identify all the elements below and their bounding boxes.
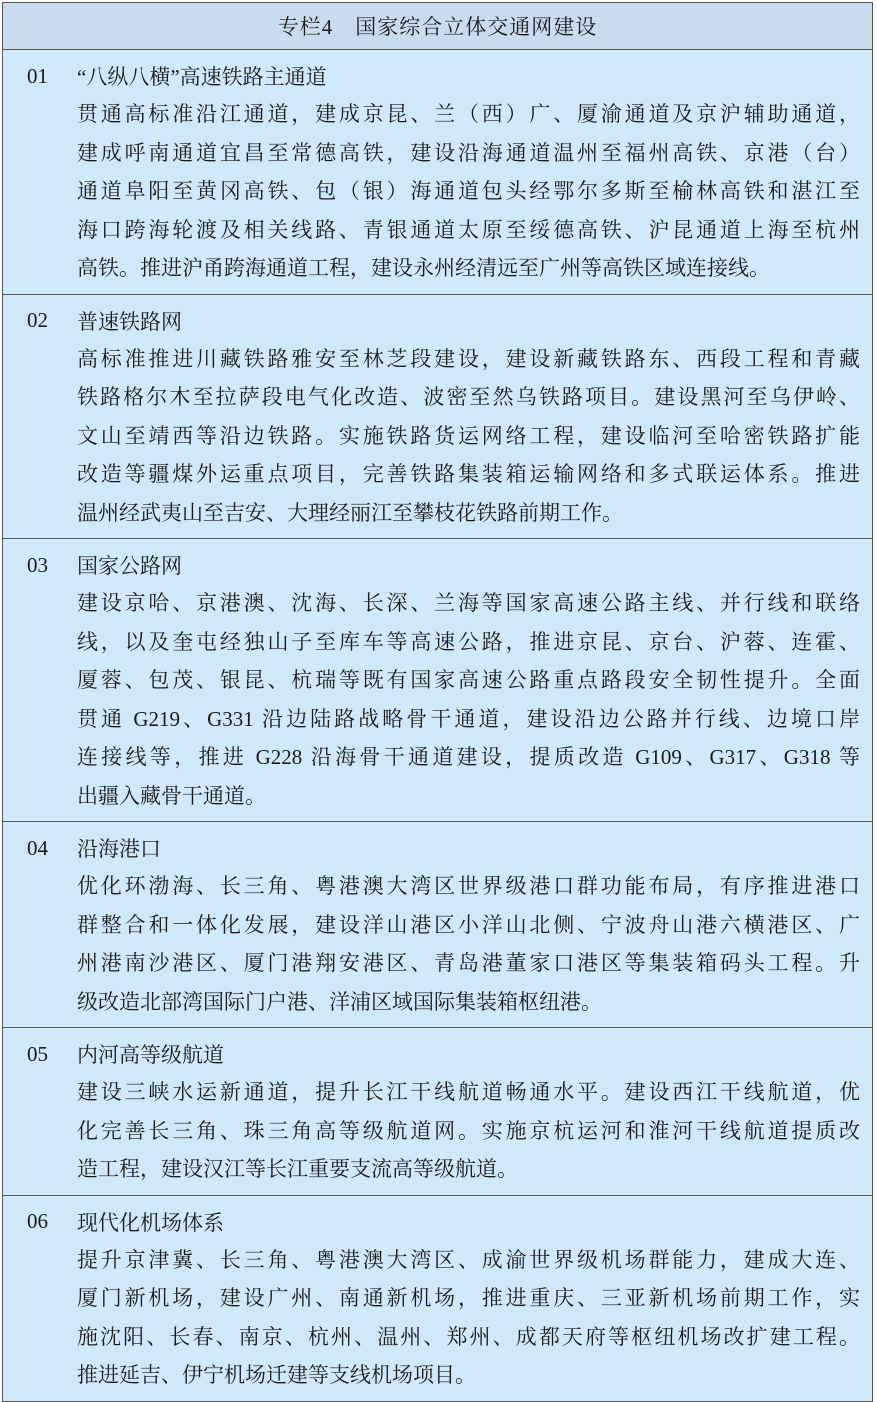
- section-text-line: 推进延吉、伊宁机场迁建等支线机场项目。: [77, 1363, 476, 1387]
- section-text-line: 级改造北部湾国际门户港、洋浦区域国际集装箱枢纽港。: [77, 989, 602, 1014]
- section-text-line: 温州经武夷山至吉安、大理经丽江至攀枝花铁路前期工作。: [77, 500, 623, 525]
- section-text-line: 线，以及奎屯经独山子至库车等高速公路，推进京昆、京台、沪蓉、连霍、: [77, 629, 860, 654]
- section-title: 现代化机场体系: [77, 1210, 224, 1235]
- section-title-row: [3, 302, 872, 340]
- section-text-line: 高标准推进川藏铁路雅安至林芝段建设，建设新藏铁路东、西段工程和青藏: [77, 346, 860, 371]
- section-text-line: 贯通高标准沿江通道，建成京昆、兰（西）广、厦渝通道及京沪辅助通道，: [77, 102, 860, 126]
- section-text-line: 高铁。推进沪甬跨海通道工程，建设永州经清远至广州等高铁区域连接线。: [77, 256, 770, 280]
- section-number: 02: [27, 308, 48, 332]
- transport-network-table: [2, 2, 873, 1402]
- section-text-line: 群整合和一体化发展，建设洋山港区小洋山北侧、宁波舟山港六横港区、广: [77, 912, 860, 937]
- section-text-line: 厦门新机场，建设广州、南通新机场，推进重庆、三亚新机场前期工作，实: [77, 1286, 860, 1310]
- section-text-line: 提升京津冀、长三角、粤港澳大湾区、成渝世界级机场群能力，建成大连、: [77, 1247, 860, 1272]
- section-text-line: 优化环渤海、长三角、粤港澳大湾区世界级港口群功能布局，有序推进港口: [77, 874, 860, 898]
- section-text-line: 州港南沙港区、厦门港翔安港区、青岛港董家口港区等集装箱码头工程。升: [77, 951, 860, 975]
- section-text-line: 文山至靖西等沿边铁路。实施铁路货运网络工程，建设临河至哈密铁路扩能: [77, 423, 860, 448]
- section-title-row: [3, 829, 872, 867]
- section-text-line: 造工程，建设汉江等长江重要支流高等级航道。: [77, 1157, 518, 1181]
- table-title: 国家综合立体交通网建设: [355, 15, 598, 39]
- section-title: 内河高等级航道: [77, 1043, 224, 1067]
- section-text-line: 化完善长三角、珠三角高等级航道网。实施京杭运河和淮河干线航道提质改: [77, 1118, 860, 1143]
- section-text-line: 出疆入藏骨干通道。: [77, 783, 266, 808]
- section-text-line: 建设京哈、京港澳、沈海、长深、兰海等国家高速公路主线、并行线和联络: [77, 591, 860, 615]
- section-title-row: [3, 1203, 872, 1241]
- section-number: 04: [27, 835, 48, 860]
- section-01: [3, 50, 872, 295]
- section-number: 01: [27, 63, 48, 88]
- section-title: 国家公路网: [77, 554, 182, 578]
- column-label: 专栏4: [277, 15, 334, 39]
- section-03: [3, 539, 872, 822]
- section-title: 普速铁路网: [77, 309, 182, 334]
- section-text-line: 改造等疆煤外运重点项目，完善铁路集装箱运输网络和多式联运体系。推进: [77, 462, 860, 486]
- section-02: [3, 295, 872, 540]
- section-text-line: 铁路格尔木至拉萨段电气化改造、波密至然乌铁路项目。建设黑河至乌伊岭、: [77, 385, 860, 409]
- section-title: “八纵八横”高速铁路主通道: [77, 65, 327, 89]
- section-number: 03: [27, 552, 48, 577]
- section-text-line: 施沈阳、长春、南京、杭州、温州、郑州、成都天府等枢纽机场改扩建工程。: [77, 1324, 860, 1349]
- section-number: 05: [27, 1041, 48, 1066]
- section-text-line: 通道阜阳至黄冈高铁、包（银）海通道包头经鄂尔多斯至榆林高铁和湛江至: [77, 179, 860, 203]
- section-text-line: 厦蓉、包茂、银昆、杭瑞等既有国家高速公路重点路段安全韧性提升。全面: [77, 668, 860, 692]
- section-text-line: 建设三峡水运新通道，提升长江干线航道畅通水平。建设西江干线航道，优: [77, 1080, 860, 1104]
- section-text-line: 贯通 G219、G331 沿边陆路战略骨干通道，建设沿边公路并行线、边境口岸: [77, 706, 860, 731]
- section-title-row: [3, 57, 872, 95]
- section-title: 沿海港口: [77, 837, 161, 861]
- section-text-line: 建成呼南通道宜昌至常德高铁，建设沿海通道温州至福州高铁、京港（台）: [77, 140, 860, 165]
- section-text-line: 连接线等，推进 G228 沿海骨干通道建设，提质改造 G109、G317、G318 等: [77, 745, 860, 769]
- section-title-row: [3, 1035, 872, 1073]
- section-05: [3, 1028, 872, 1196]
- section-text-line: 海口跨海轮渡及相关线路、青银通道太原至绥德高铁、沪昆通道上海至杭州: [77, 217, 860, 242]
- section-04: [3, 822, 872, 1028]
- table-header: [3, 3, 872, 50]
- section-number: 06: [27, 1209, 48, 1233]
- section-06: [3, 1196, 872, 1401]
- section-title-row: [3, 546, 872, 584]
